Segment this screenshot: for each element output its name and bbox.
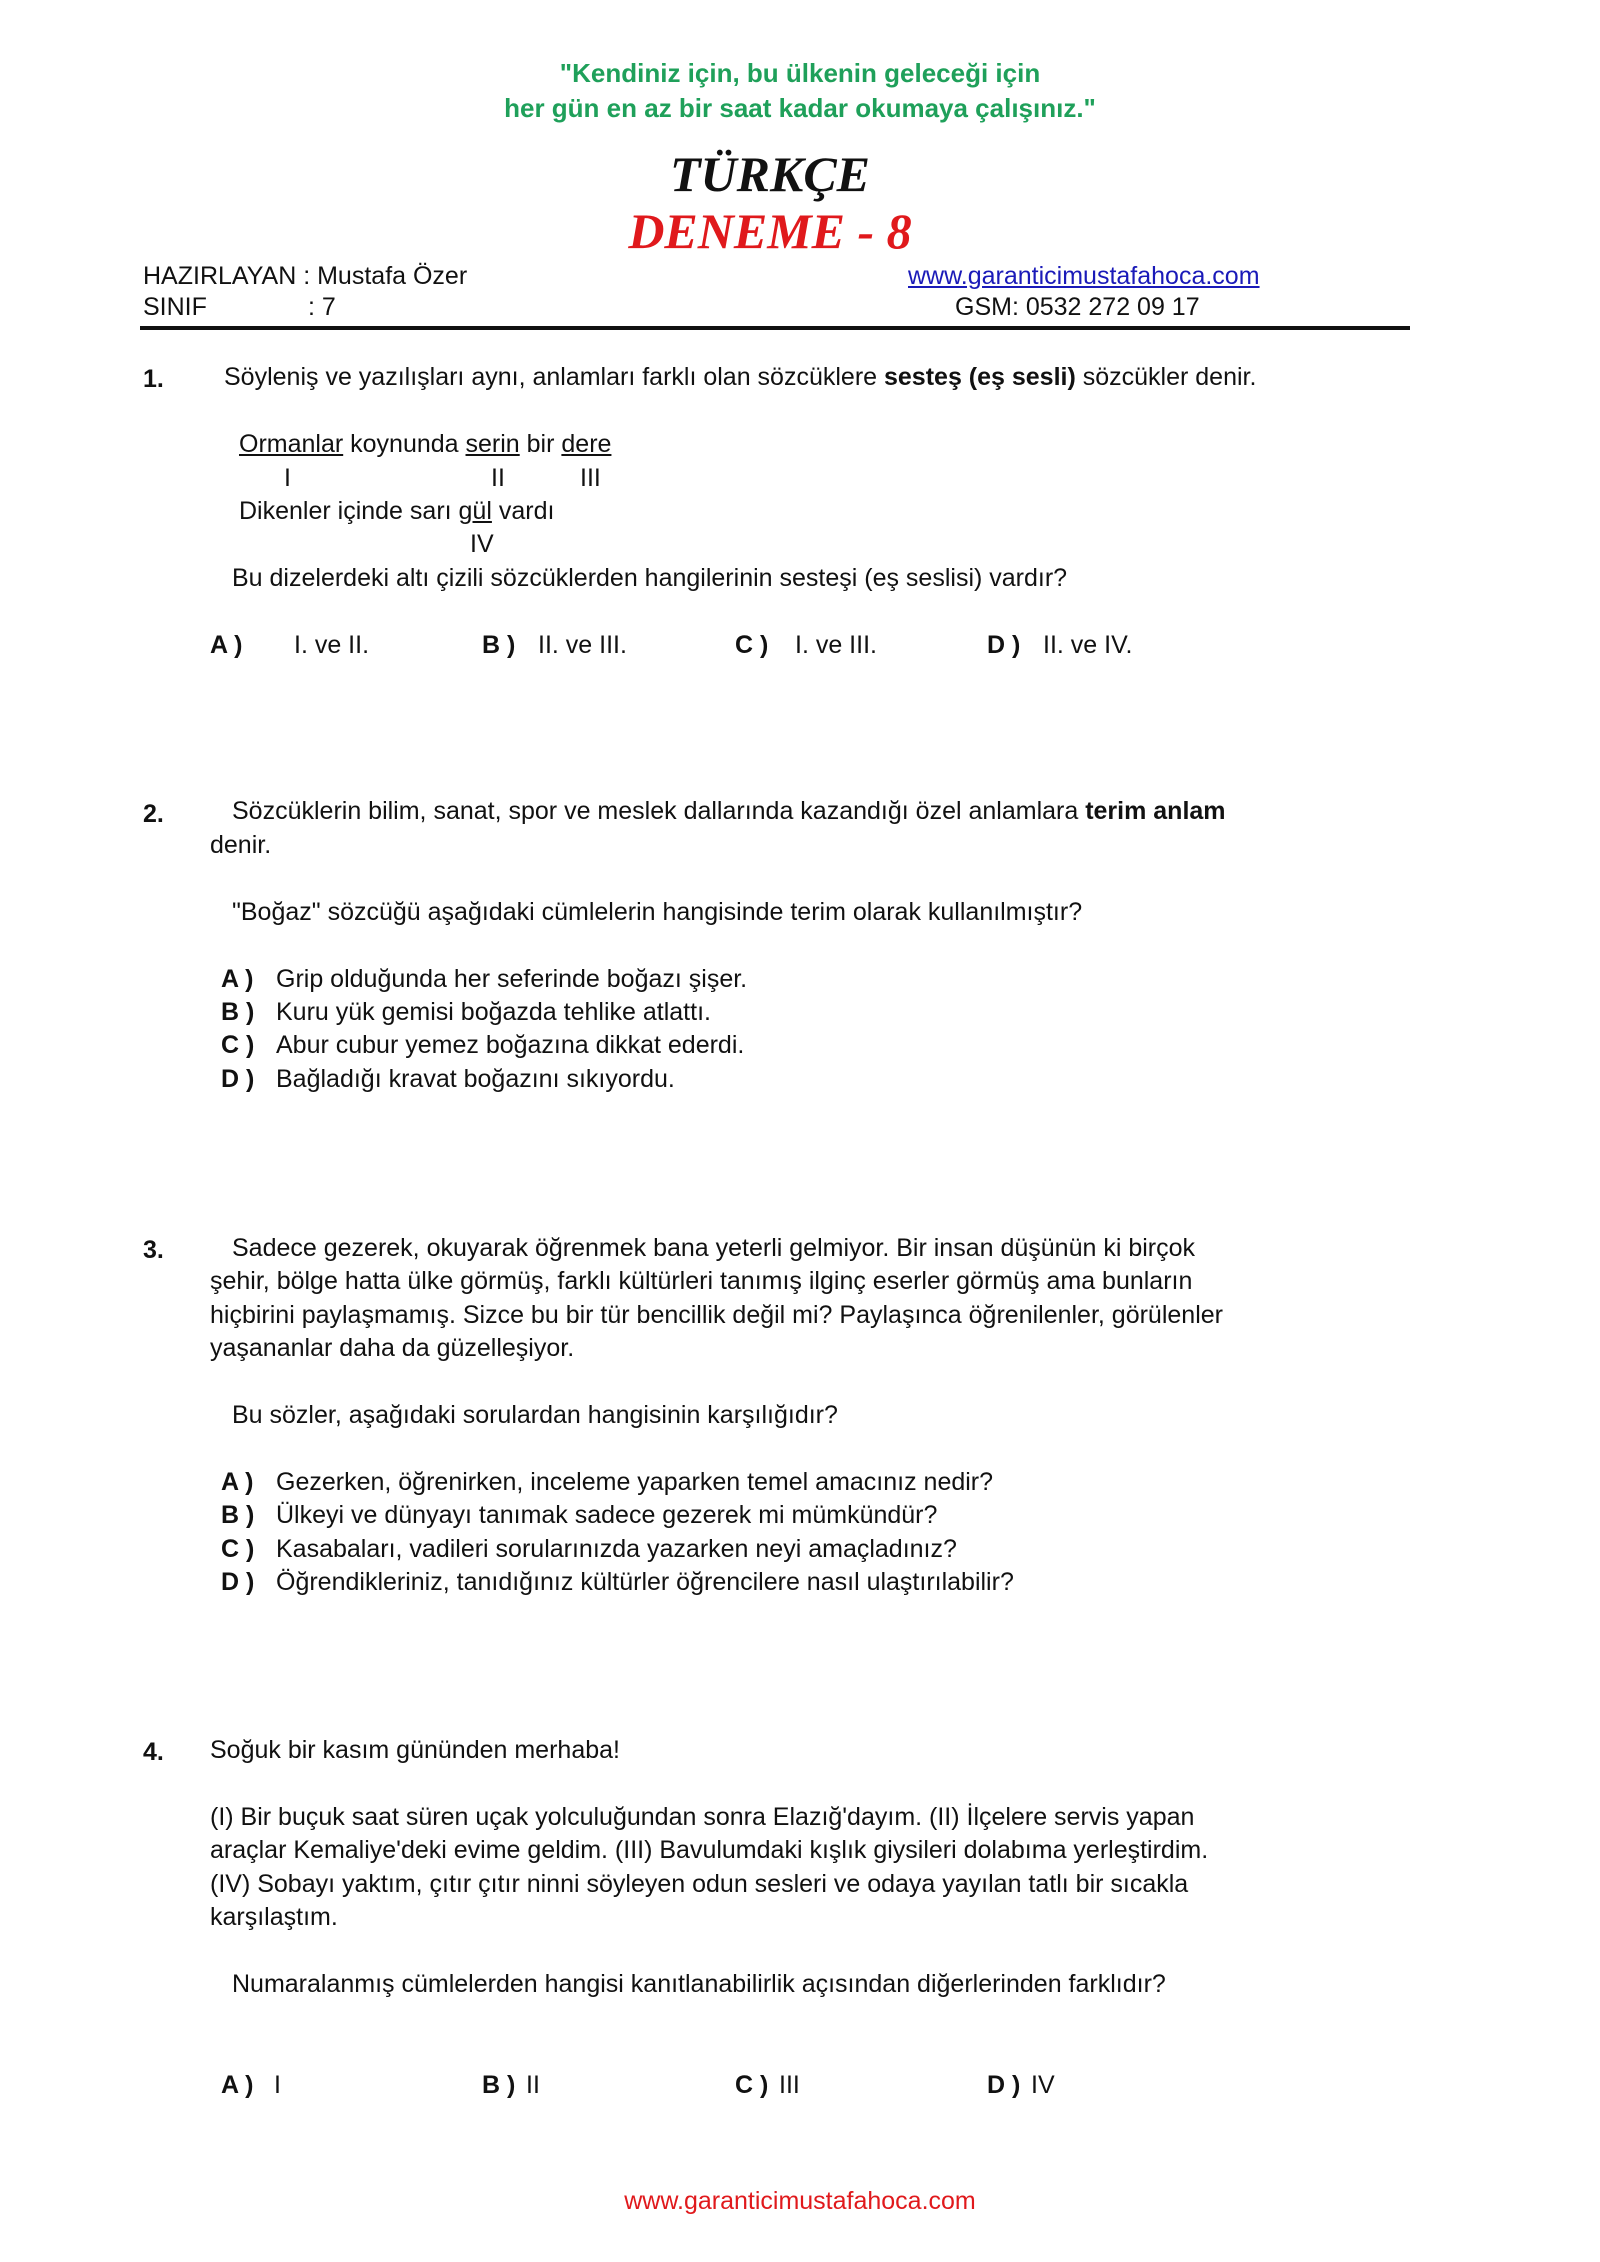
footer-website[interactable]: www.garanticimustafahoca.com xyxy=(624,2187,976,2215)
question-3-passage-line-2: şehir, bölge hatta ülke görmüş, farklı kültürleri tanımış ilginç eserler görmüş ama bunların xyxy=(210,1267,1193,1295)
question-4-passage-line-4: karşılaştım. xyxy=(210,1903,338,1931)
q3-option-a[interactable]: A ) Gezerken, öğrenirken, inceleme yaparken temel amacınız nedir? xyxy=(221,1468,994,1496)
poem-marker-4: IV xyxy=(470,530,494,558)
phone-number: GSM: 0532 272 09 17 xyxy=(955,293,1200,321)
q1-option-c[interactable]: C ) I. ve III. xyxy=(735,631,877,659)
q4-option-d[interactable]: D ) IV xyxy=(987,2071,1055,2099)
question-2-number: 2. xyxy=(143,800,164,828)
q4-option-c[interactable]: C ) III xyxy=(735,2071,800,2099)
poem-line-2: Dikenler içinde sarı gül vardı xyxy=(239,497,555,525)
class-value: : 7 xyxy=(308,293,336,321)
question-4-number: 4. xyxy=(143,1738,164,1766)
q2-option-a[interactable]: A ) Grip olduğunda her seferinde boğazı şişer. xyxy=(221,965,748,993)
question-4-passage-line-2: araçlar Kemaliye'deki evime geldim. (III) Bavulumdaki kışlık giysileri dolabıma yerleştirdim. xyxy=(210,1836,1209,1864)
underlined-word-dere: dere xyxy=(561,430,612,458)
q1-option-a[interactable]: A ) I. ve II. xyxy=(210,631,370,659)
underlined-word-ormanlar: Ormanlar xyxy=(239,430,344,458)
website-link[interactable]: www.garanticimustafahoca.com xyxy=(908,262,1260,290)
question-4-greeting: Soğuk bir kasım gününden merhaba! xyxy=(210,1736,620,1764)
underlined-word-serin: serin xyxy=(465,430,520,458)
q1-option-b[interactable]: B ) II. ve III. xyxy=(482,631,627,659)
question-1-intro: Söyleniş ve yazılışları aynı, anlamları farklı olan sözcüklere sesteş (eş sesli) sözcükler denir. xyxy=(224,363,1257,391)
q3-option-d[interactable]: D ) Öğrendikleriniz, tanıdığınız kültürler öğrencilere nasıl ulaştırılabilir? xyxy=(221,1568,1014,1596)
subject-title: TÜRKÇE xyxy=(669,146,871,202)
motto-line-2: her gün en az bir saat kadar okumaya çalışınız." xyxy=(504,93,1096,123)
poem-marker-3: III xyxy=(580,464,601,492)
motto-line-1: "Kendiniz için, bu ülkenin geleceği için xyxy=(559,58,1041,88)
question-3-passage-line-4: yaşananlar daha da güzelleşiyor. xyxy=(210,1334,575,1362)
question-1-stem: Bu dizelerdeki altı çizili sözcüklerden hangilerinin sesteşi (eş seslisi) vardır? xyxy=(232,564,1068,592)
q4-option-a[interactable]: A ) I xyxy=(221,2071,281,2099)
poem-marker-2: II xyxy=(491,464,505,492)
question-2-stem: "Boğaz" sözcüğü aşağıdaki cümlelerin hangisinde terim olarak kullanılmıştır? xyxy=(232,898,1083,926)
question-2-intro-line-2: denir. xyxy=(210,831,272,859)
question-4-passage-line-1: (I) Bir buçuk saat süren uçak yolculuğundan sonra Elazığ'dayım. (II) İlçelere servis yapan xyxy=(210,1803,1195,1831)
author-label: HAZIRLAYAN : Mustafa Özer xyxy=(143,262,468,290)
question-2-intro: Sözcüklerin bilim, sanat, spor ve meslek dallarında kazandığı özel anlamlara terim anlam xyxy=(232,797,1226,825)
question-4-stem: Numaralanmış cümlelerden hangisi kanıtlanabilirlik açısından diğerlerinden farklıdır? xyxy=(232,1970,1166,1998)
q2-option-b[interactable]: B ) Kuru yük gemisi boğazda tehlike atlattı. xyxy=(221,998,711,1026)
exam-title: DENEME - 8 xyxy=(628,203,912,259)
q2-option-d[interactable]: D ) Bağladığı kravat boğazını sıkıyordu. xyxy=(221,1065,675,1093)
q1-option-d[interactable]: D ) II. ve IV. xyxy=(987,631,1133,659)
question-1-number: 1. xyxy=(143,365,164,393)
q3-option-c[interactable]: C ) Kasabaları, vadileri sorularınızda yazarken neyi amaçladınız? xyxy=(221,1535,957,1563)
question-3-number: 3. xyxy=(143,1236,164,1264)
q4-option-b[interactable]: B ) II xyxy=(482,2071,540,2099)
q2-option-c[interactable]: C ) Abur cubur yemez boğazına dikkat ederdi. xyxy=(221,1031,745,1059)
question-3-passage-line-3: hiçbirini paylaşmamış. Sizce bu bir tür bencillik değil mi? Paylaşınca öğrenilenler, görülenler xyxy=(210,1301,1223,1329)
poem-line-1: Ormanlar koynunda serin bir dere xyxy=(239,430,612,458)
underlined-word-gul: gül xyxy=(458,497,492,525)
question-4-passage-line-3: (IV) Sobayı yaktım, çıtır çıtır ninni söyleyen odun sesleri ve odaya yayılan tatlı bir sıcakla xyxy=(210,1870,1189,1898)
question-3-stem: Bu sözler, aşağıdaki sorulardan hangisinin karşılığıdır? xyxy=(232,1401,838,1429)
poem-marker-1: I xyxy=(284,464,291,492)
q3-option-b[interactable]: B ) Ülkeyi ve dünyayı tanımak sadece gezerek mi mümkündür? xyxy=(221,1501,938,1529)
question-3-passage-line-1: Sadece gezerek, okuyarak öğrenmek bana yeterli gelmiyor. Bir insan düşünün ki birçok xyxy=(232,1234,1196,1262)
class-label: SINIF xyxy=(143,293,207,321)
header-divider xyxy=(140,326,1410,330)
